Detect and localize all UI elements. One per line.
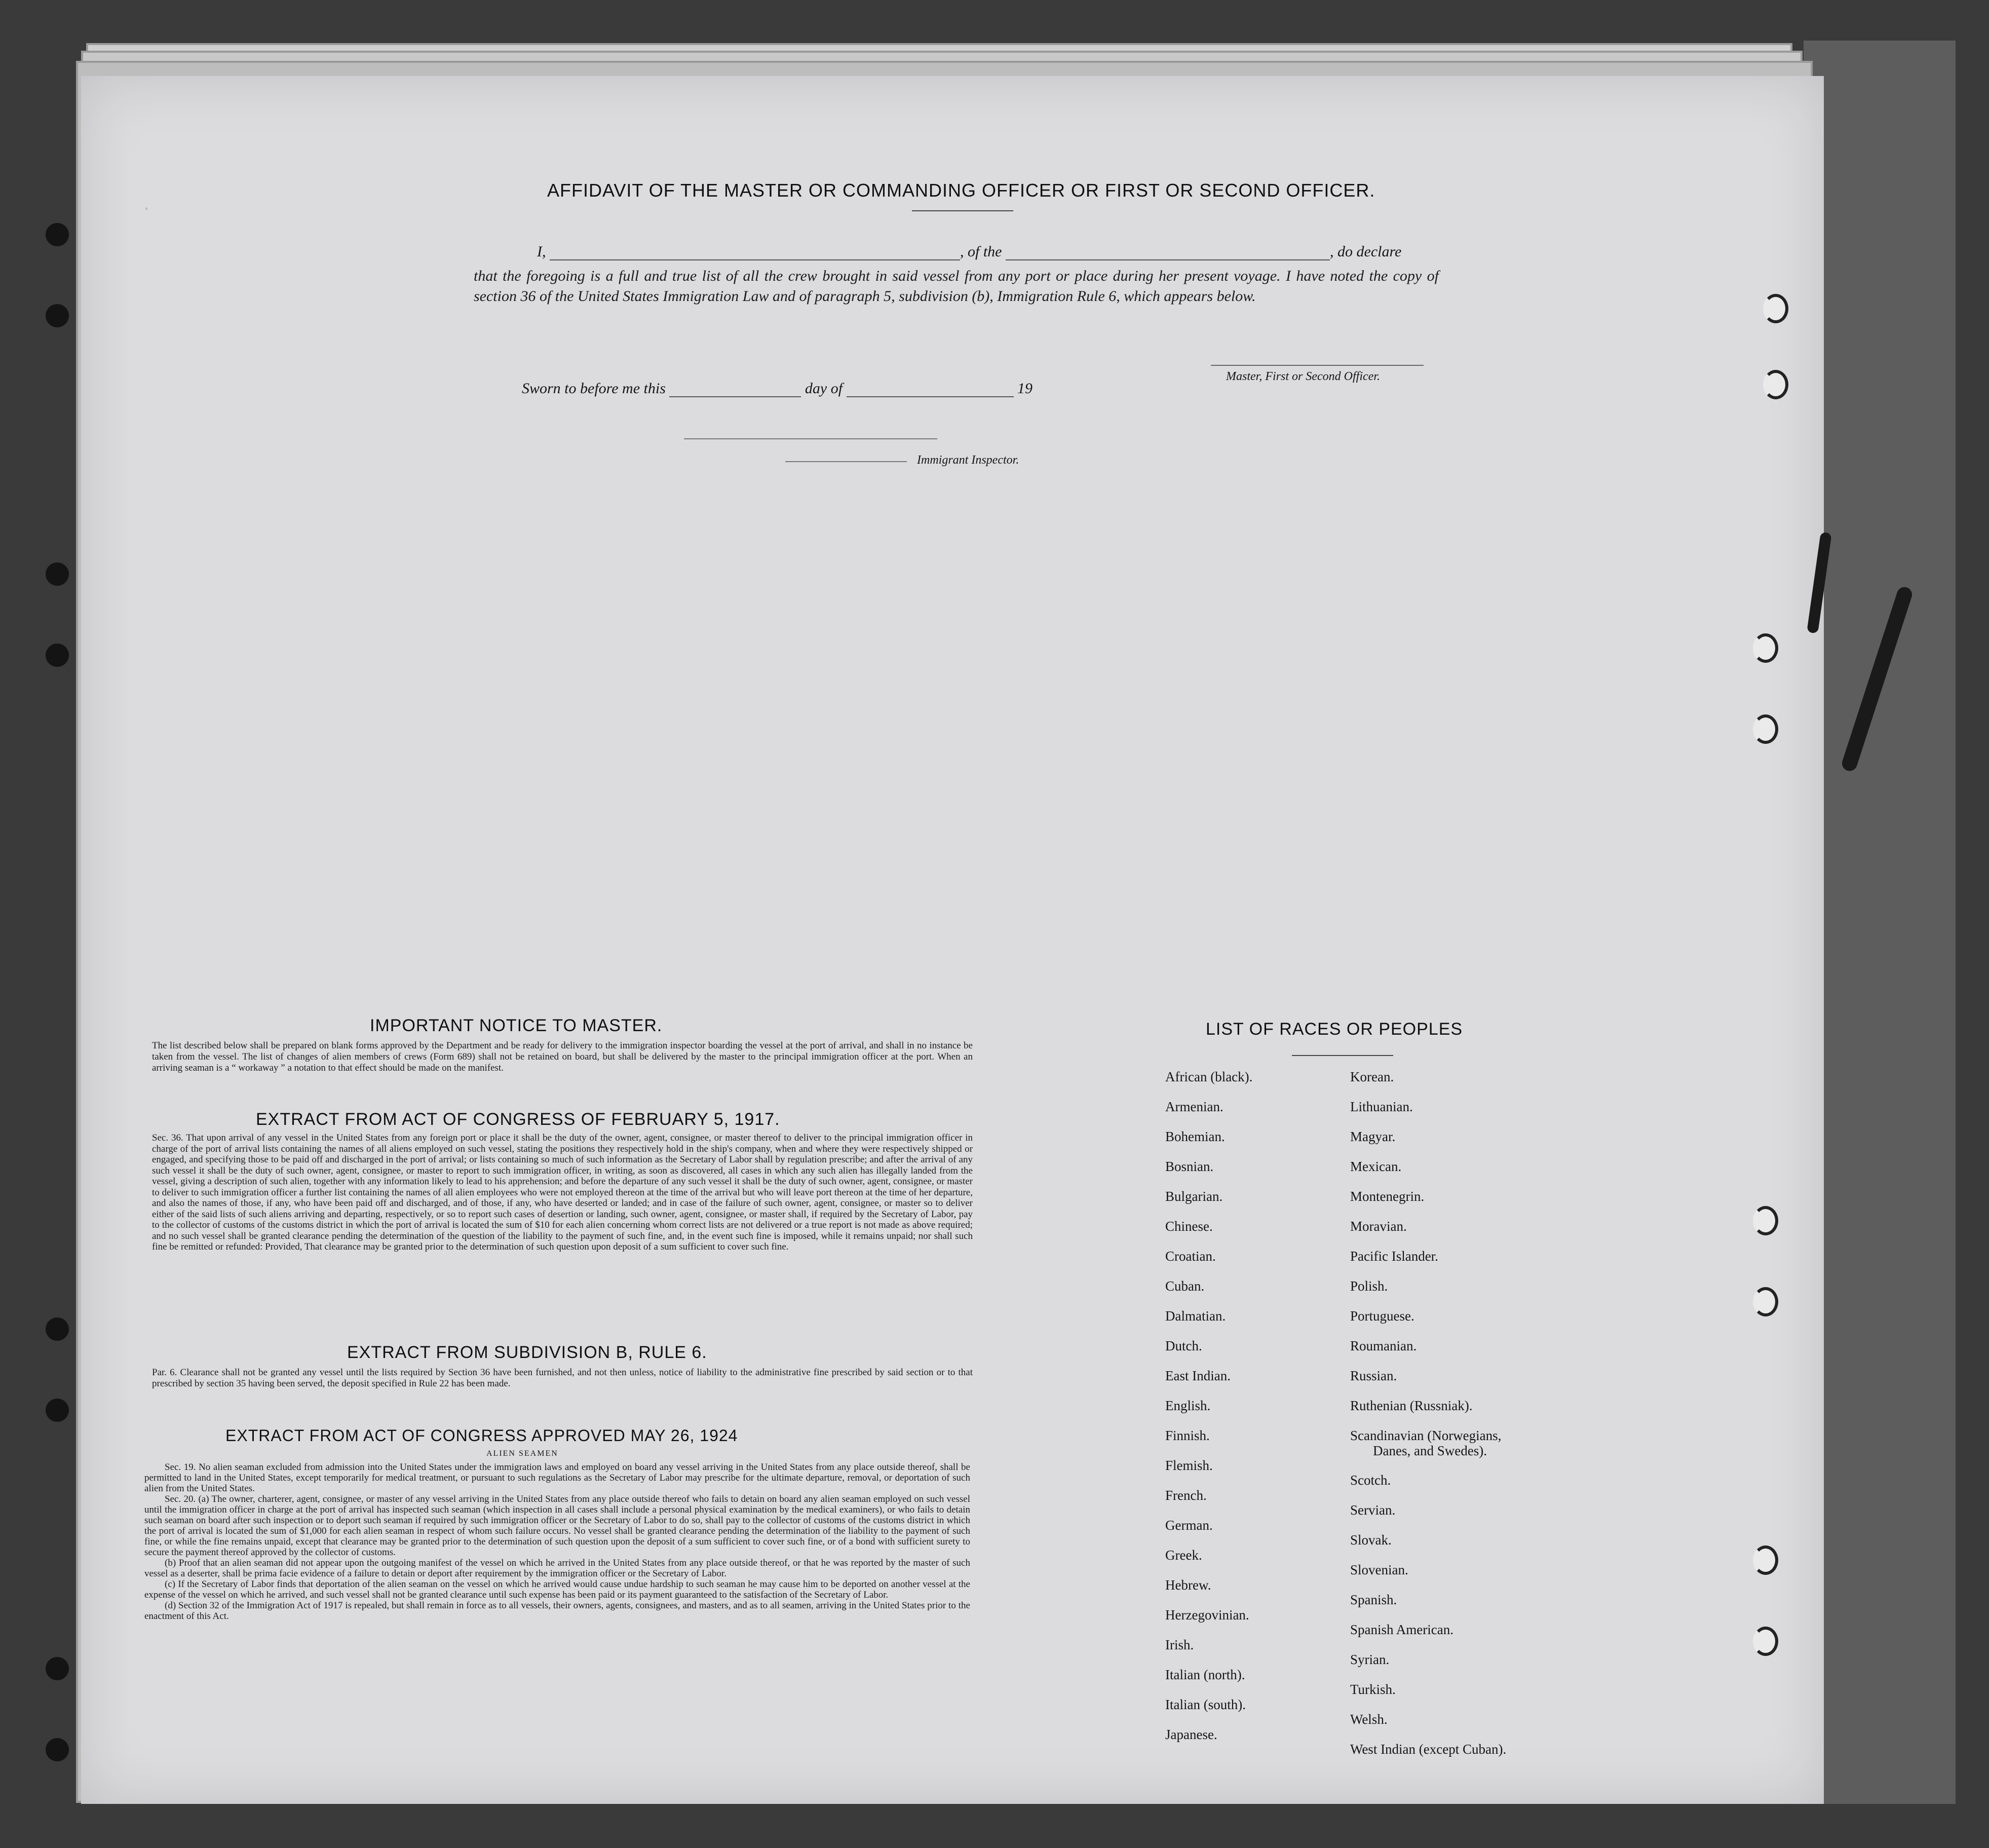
of-the-label: , of the: [960, 243, 1002, 260]
race-item: Herzegovinian.: [1165, 1607, 1249, 1623]
race-item: French.: [1165, 1488, 1207, 1503]
race-item: Portuguese.: [1350, 1308, 1414, 1324]
race-item: Lithuanian.: [1350, 1099, 1413, 1114]
punch-hole: [46, 644, 69, 667]
races-title: LIST OF RACES OR PEOPLES: [1206, 1020, 1463, 1039]
race-item: Polish.: [1350, 1278, 1388, 1294]
punch-hole: [46, 1657, 69, 1680]
bleed-through-text: .: [142, 198, 151, 215]
binding-ring: [1753, 1545, 1778, 1575]
year-prefix: 19: [1017, 380, 1033, 397]
race-item: Greek.: [1165, 1548, 1202, 1563]
form-page: [81, 76, 1824, 1804]
race-item: Slovak.: [1350, 1532, 1392, 1548]
binding-ring: [1753, 1287, 1778, 1316]
binding-ring: [1753, 1206, 1778, 1235]
races-left-column: [1165, 1069, 1252, 1757]
race-item: Scandinavian (Norwegians,: [1350, 1428, 1502, 1443]
punch-hole: [46, 562, 69, 586]
race-item: Irish.: [1165, 1637, 1194, 1652]
race-item: Croatian.: [1165, 1249, 1216, 1264]
punch-hole: [46, 1317, 69, 1341]
declaration-i: I,: [537, 243, 546, 260]
race-item: English.: [1165, 1398, 1211, 1413]
sworn-month-field[interactable]: [847, 396, 1014, 397]
binding-ring: [1763, 294, 1788, 323]
race-item: East Indian.: [1165, 1368, 1231, 1383]
race-item: Montenegrin.: [1350, 1189, 1425, 1204]
affidavit-body: that the foregoing is a full and true list of all the crew brought in said vessel from any port or place during her present voyage. I have noted the copy of section 36 of the United States Immigration Law and of paragraph 5, subdivision (b), Immigration Rule 6, which appears below.: [474, 268, 1439, 305]
notice-title: IMPORTANT NOTICE TO MASTER.: [370, 1016, 663, 1035]
extract-1924-paragraph: (c) If the Secretary of Labor finds that deportation of the alien seaman on the vessel on which he arrived would cause undue hardship to such seaman he may cause him to be deported on another vessel at the expense of the vessel on which he arrived, and such vessel shall not be granted clearance until such expense has been paid or its payment guaranteed to the satisfaction of the Secretary of Labor.: [144, 1579, 970, 1600]
extract-rule6-title: EXTRACT FROM SUBDIVISION B, RULE 6.: [347, 1343, 707, 1362]
race-item: Italian (south).: [1165, 1697, 1246, 1712]
race-item: Bosnian.: [1165, 1159, 1214, 1174]
affidavit-title: AFFIDAVIT OF THE MASTER OR COMMANDING OFFICER OR FIRST OR SECOND OFFICER.: [547, 180, 1375, 201]
do-declare-label: , do declare: [1330, 243, 1402, 260]
race-item: Flemish.: [1165, 1458, 1213, 1473]
extract-rule6-body: Par. 6. Clearance shall not be granted any vessel until the lists required by Section 36 have been furnished, and not then unless, notice of liability to the administrative fine prescribed by said section or to that prescribed by section 35 having been served, the deposit specified in Rule 22 has been made.: [152, 1367, 973, 1389]
punch-hole: [46, 1738, 69, 1761]
race-item: Syrian.: [1350, 1652, 1390, 1667]
sworn-label: Sworn to before me this: [522, 380, 666, 397]
binding-ring: [1753, 714, 1778, 744]
race-item: Slovenian.: [1350, 1562, 1408, 1577]
day-of-label: day of: [805, 380, 843, 397]
notice-body: The list described below shall be prepared on blank forms approved by the Department and be ready for delivery to the immigration inspector boarding the vessel at the port of arrival, and shall in no instance be taken from the vessel. The list of changes of alien members of crews (Form 689) shall not be retained on board, but shall be delivered by the master to the principal immigration officer at the port. When an arriving seaman is a “ workaway ” a notation to that effect should be made on the manifest.: [152, 1040, 973, 1073]
extract-1924-paragraph: (d) Section 32 of the Immigration Act of 1917 is repealed, but shall remain in force as to all vessels, their owners, agents, consignees, and masters, and as to all seamen, arriving in the United States prior to the enactment of this Act.: [144, 1600, 970, 1621]
race-item: Finnish.: [1165, 1428, 1210, 1443]
race-item: Russian.: [1350, 1368, 1397, 1383]
race-item: West Indian (except Cuban).: [1350, 1742, 1507, 1757]
race-item: Pacific Islander.: [1350, 1249, 1438, 1264]
binding-ring: [1753, 1627, 1778, 1656]
race-item: African (black).: [1165, 1069, 1253, 1084]
race-item: Scotch.: [1350, 1473, 1391, 1488]
race-item: Ruthenian (Russniak).: [1350, 1398, 1473, 1413]
extract-1924-title: EXTRACT FROM ACT OF CONGRESS APPROVED MAY 26, 1924: [225, 1426, 738, 1445]
race-item: Roumanian.: [1350, 1338, 1417, 1353]
race-item: Japanese.: [1165, 1727, 1217, 1742]
race-item: Italian (north).: [1165, 1667, 1245, 1682]
punch-hole: [46, 223, 69, 246]
punch-hole: [46, 304, 69, 327]
declarant-name-field[interactable]: [550, 259, 960, 260]
sworn-line: [522, 380, 1032, 397]
signature-line[interactable]: [1211, 365, 1424, 366]
race-item: Bohemian.: [1165, 1129, 1225, 1144]
inspector-label: Immigrant Inspector.: [917, 454, 1019, 467]
race-item: Dutch.: [1165, 1338, 1202, 1353]
race-item: Danes, and Swedes).: [1373, 1443, 1487, 1458]
race-item: Magyar.: [1350, 1129, 1396, 1144]
background-strip: [1804, 41, 1956, 1804]
race-item: Chinese.: [1165, 1219, 1213, 1234]
extract-1917-body: Sec. 36. That upon arrival of any vessel in the United States from any foreign port or place it shall be the duty of the owner, agent, consignee, or master thereof to deliver to the principal immigration officer in charge of the port of arrival lists containing the names of all aliens employed on such vessel, stating the positions they respectively hold in the ship's company, when and where they were respectively shipped or engaged, and specifying those to be paid off and discharged in the port of arrival; or lists containing so much of such information as the Secretary of Labor shall by regulation prescribe; and after the arrival of any such vessel it shall be the duty of such owner, agent, consignee, or master to report to such immigration officer, in writing, as soon as discovered, all cases in which any such alien has illegally landed from the vessel, giving a description of such alien, together with any information likely to lead to his apprehension; and before the departure of any such vessel it shall be the duty of such owner, agent, consignee, or master to deliver to such immigration officer a further list containing the names of all alien employees who were not employed thereon at the time of the arrival but who will leave port thereon at the time of her departure, and also the names of those, if any, who have been paid off and discharged, and of those, if any, who have deserted or landed; and in case of the failure of such owner, agent, consignee, or master so to deliver either of the said lists of such aliens arriving and departing, respectively, or so to report such cases of desertion or landing, such owner, agent, consignee, or master shall, if required by the Secretary of Labor, pay to the collector of customs of the customs district in which the port of arrival is located the sum of $10 for each alien concerning whom correct lists are not delivered or a true report is not made as above required; and no such vessel shall be granted clearance pending the determination of the question of the liability to the payment of such fine, and, in the event such fine is imposed, while it remains unpaid; nor shall such fine be remitted or refunded: Provided, That clearance may be granted prior to the determination of such question upon deposit of a sum sufficient to cover such fine.: [152, 1133, 973, 1252]
race-item: Spanish.: [1350, 1592, 1397, 1607]
signature-label: Master, First or Second Officer.: [1226, 370, 1380, 383]
extract-1924-subtitle: ALIEN SEAMEN: [486, 1449, 558, 1458]
vessel-name-field[interactable]: [1006, 259, 1330, 260]
race-item: Armenian.: [1165, 1099, 1223, 1114]
race-item: Bulgarian.: [1165, 1189, 1223, 1204]
extract-1924-body: [144, 1462, 970, 1621]
race-item: Spanish American.: [1350, 1622, 1454, 1637]
extract-1917-title: EXTRACT FROM ACT OF CONGRESS OF FEBRUARY 5, 1917.: [256, 1110, 780, 1129]
race-item: Hebrew.: [1165, 1577, 1211, 1593]
extract-1924-paragraph: Sec. 20. (a) The owner, charterer, agent, consignee, or master of any vessel arriving in the United States from any place outside thereof who fails to detain on board any alien seaman employed on such vessel until the immigration officer in charge at the port of arrival has inspected such seaman (which inspection in all cases shall include a personal physical examination by the medical examiners), or who fails to detain such seaman on board after such inspection or to deport such seaman if required by such immigration officer or the Secretary of Labor to do so, shall pay to the collector of customs of the customs district in which the port of arrival is located the sum of $1,000 for each alien seaman in respect of whom such failure occurs. No vessel shall be granted clearance pending the determination of the liability to the payment of such fine, or while the fine remains unpaid, except that clearance may be granted prior to the determination of such question upon the deposit of a sum sufficient to cover such fine, or of a bond with sufficient surety to secure the payment thereof approved by the collector of customs.: [144, 1494, 970, 1558]
race-item: Servian.: [1350, 1502, 1396, 1518]
binding-ring: [1753, 633, 1778, 663]
race-item: Dalmatian.: [1165, 1308, 1226, 1324]
race-item: Moravian.: [1350, 1219, 1407, 1234]
declaration-line: [537, 243, 1401, 260]
race-item: Cuban.: [1165, 1278, 1205, 1294]
title-rule: [912, 210, 1013, 211]
extract-1924-paragraph: (b) Proof that an alien seaman did not appear upon the outgoing manifest of the vessel on which he arrived in the United States from any place outside thereof, or that he was reported by the master of such vessel as a deserter, shall be prima facie evidence of a failure to detain or deport after requirement by the immigration officer or the Secretary of Labor.: [144, 1558, 970, 1579]
races-right-column: [1350, 1069, 1506, 1771]
extract-1924-paragraph: Sec. 19. No alien seaman excluded from admission into the United States under the immigration laws and employed on board any vessel arriving in the United States from any place outside thereof, shall be permitted to land in the United States, except temporarily for medical treatment, or pursuant to such regulations as the Secretary of Labor may prescribe for the ultimate departure, removal, or deportation of such alien from the United States.: [144, 1462, 970, 1494]
sworn-day-field[interactable]: [669, 396, 801, 397]
binding-ring: [1763, 370, 1788, 399]
race-item: Welsh.: [1350, 1712, 1388, 1727]
inspector-signature-line[interactable]: [684, 438, 937, 439]
races-title-rule: [1292, 1055, 1393, 1056]
inspector-line[interactable]: [785, 461, 907, 462]
race-item: German.: [1165, 1518, 1213, 1533]
race-item: Mexican.: [1350, 1159, 1402, 1174]
race-item: Turkish.: [1350, 1682, 1396, 1697]
punch-hole: [46, 1399, 69, 1422]
race-item: Korean.: [1350, 1069, 1394, 1084]
